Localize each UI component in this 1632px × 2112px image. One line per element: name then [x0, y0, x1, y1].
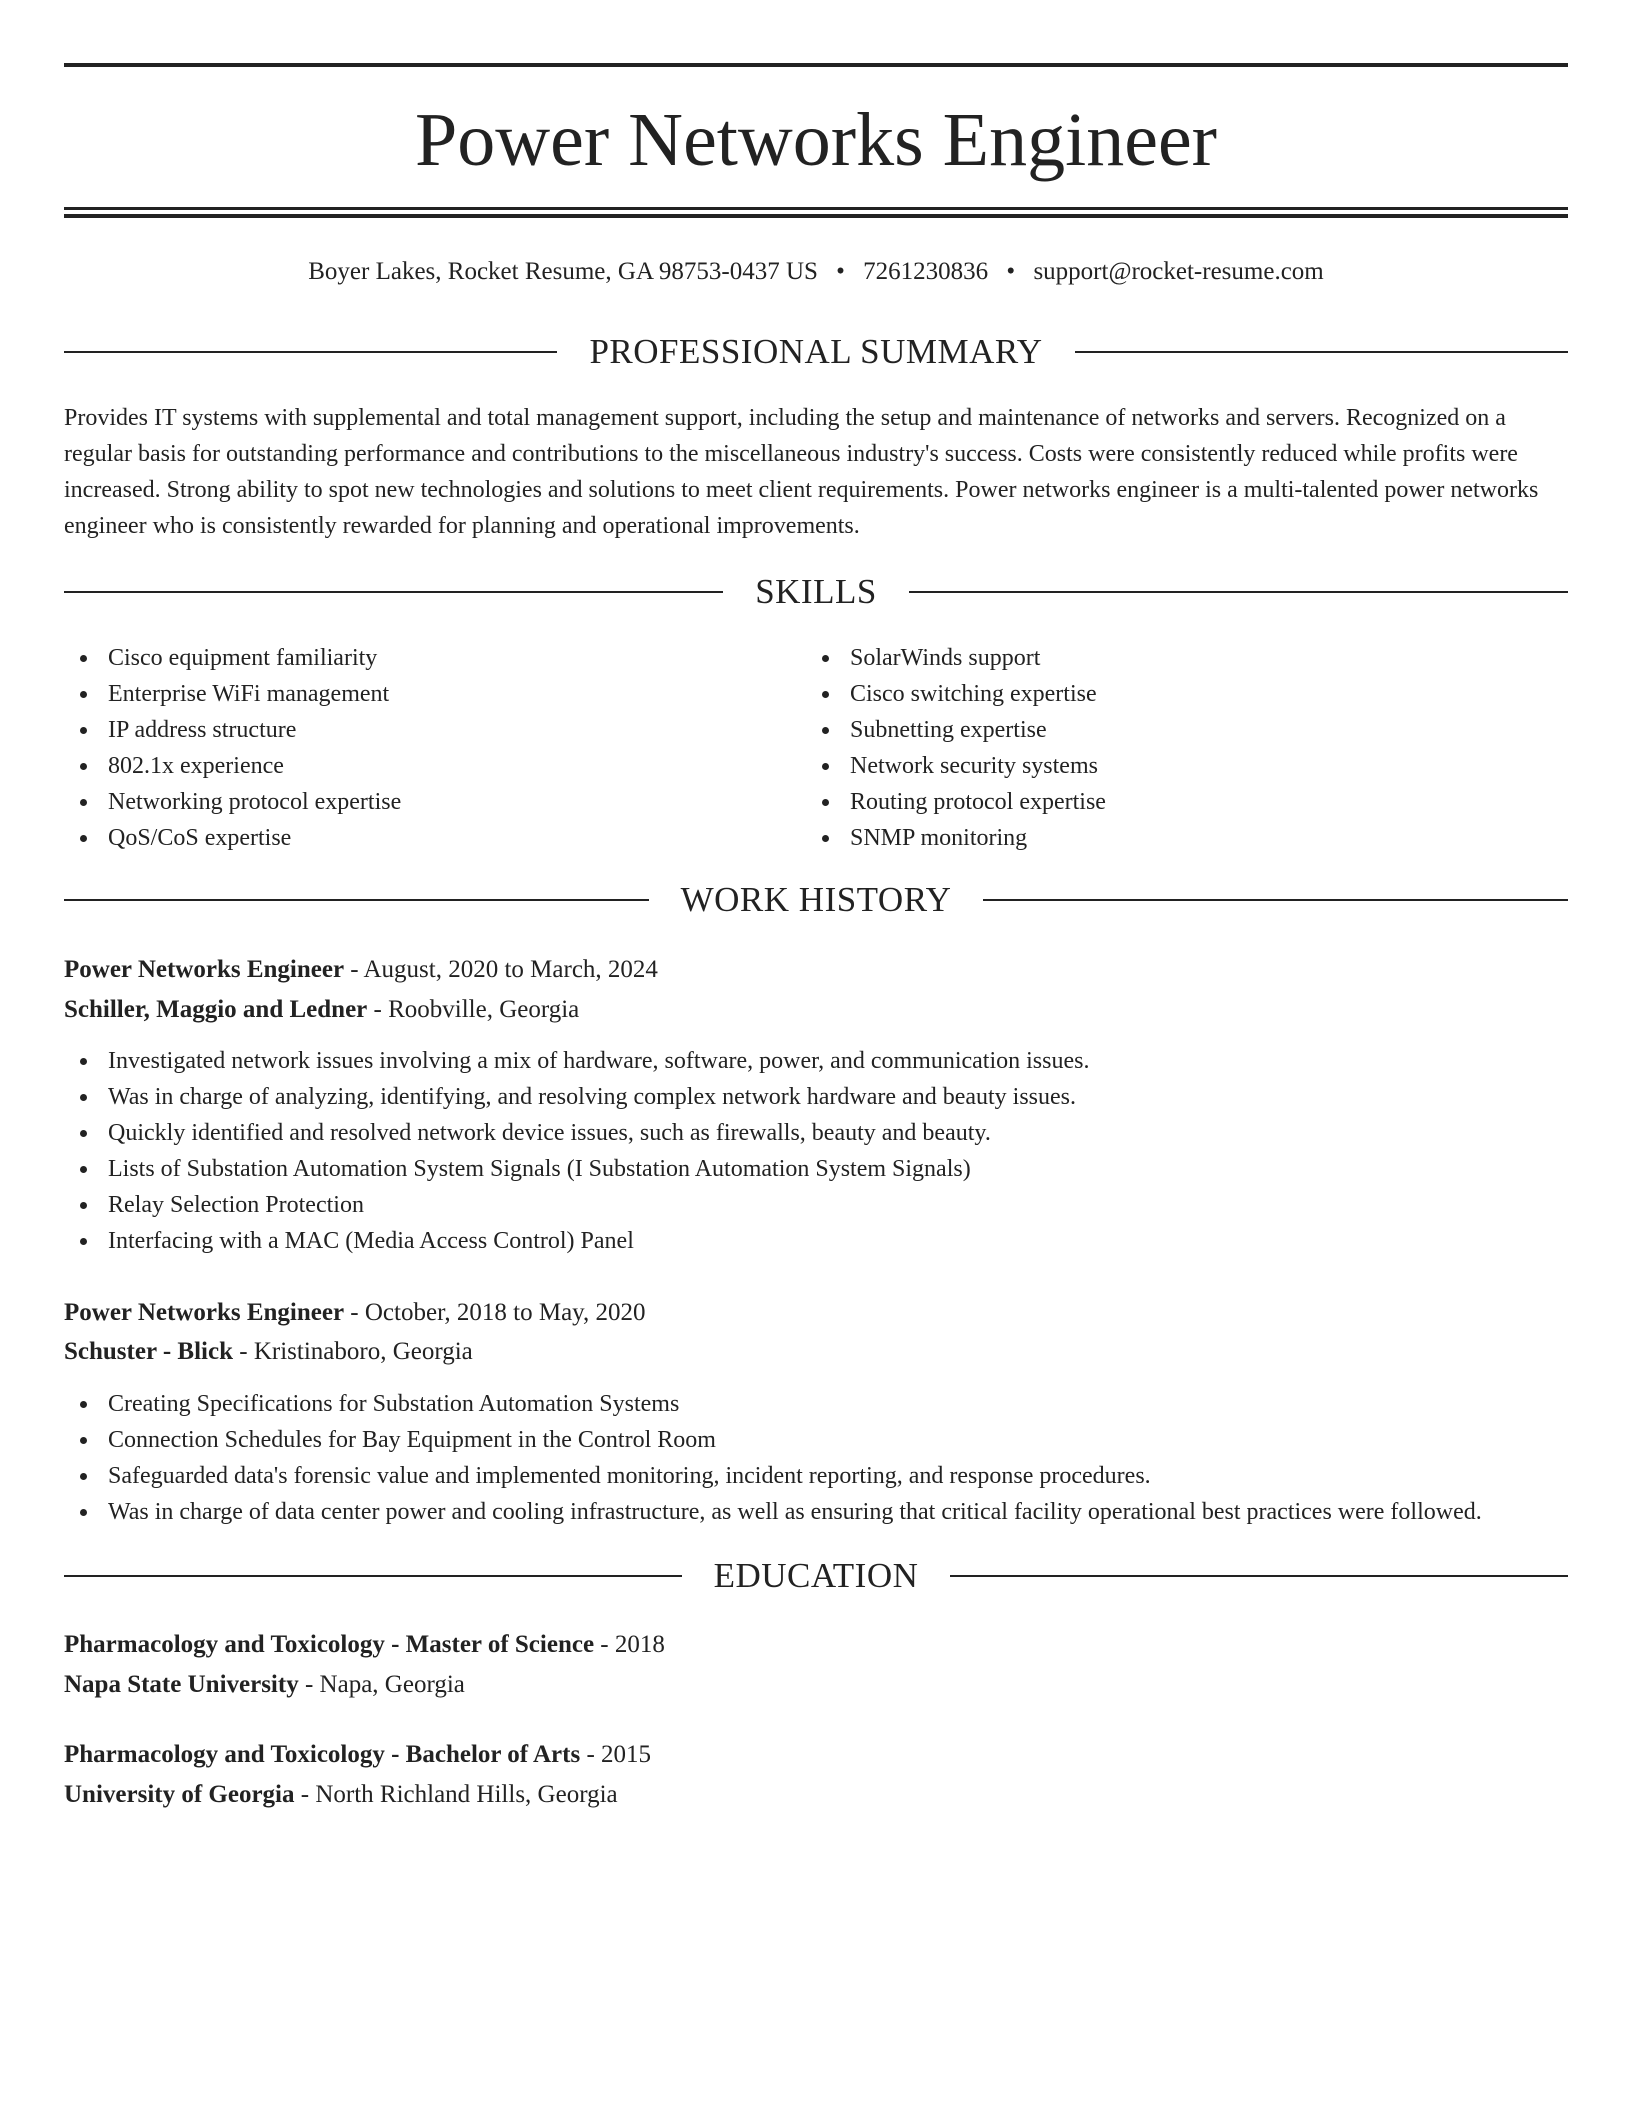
- heading-rule: [950, 1575, 1568, 1577]
- job-location: - Roobville, Georgia: [367, 996, 580, 1023]
- job-company-line: [64, 1332, 473, 1372]
- job-location: - Kristinaboro, Georgia: [233, 1338, 473, 1365]
- contact-line: [64, 252, 1568, 292]
- skills-heading: [64, 570, 1568, 614]
- summary-text: Provides IT systems with supplemental and total management support, including the setup and maintenance of networks and servers. Recognized on a regular basis for outstanding performance and contributions to the miscellaneous industry's success. Costs were consistently reduced while profits were increased. Strong ability to spot new technologies and solutions to meet client requirements. Power networks engineer is a multi-talented power networks engineer who is consistently rewarded for planning and operational improvements.: [64, 405, 1539, 539]
- job-bullet: Investigated network issues involving a mix of hardware, software, power, and communication issues.: [64, 1043, 1568, 1079]
- school-name: University of Georgia: [64, 1781, 295, 1808]
- degree-title: Pharmacology and Toxicology - Master of Science: [64, 1631, 595, 1658]
- heading-rule: [983, 899, 1568, 901]
- job-bullet: Quickly identified and resolved network device issues, such as firewalls, beauty and beauty.: [64, 1115, 1568, 1151]
- header-bottom-rule-thick: [64, 214, 1568, 218]
- school-name: Napa State University: [64, 1671, 299, 1698]
- section-title: SKILLS: [755, 572, 877, 611]
- degree-line: [64, 1625, 665, 1665]
- school-line: [64, 1665, 465, 1705]
- contact-email: support@rocket-resume.com: [1033, 258, 1324, 285]
- job-title: Power Networks Engineer: [64, 956, 345, 983]
- work-heading: [64, 878, 1568, 922]
- job-bullet: Connection Schedules for Bay Equipment in the Control Room: [64, 1422, 1568, 1458]
- job-bullets: [64, 1386, 1568, 1530]
- skill-item: Network security systems: [806, 748, 1546, 784]
- heading-rule: [64, 1575, 682, 1577]
- heading-rule: [1075, 351, 1568, 353]
- skill-item: Subnetting expertise: [806, 712, 1546, 748]
- job-bullet: Was in charge of data center power and cooling infrastructure, as well as ensuring that critical facility operational best practices were followed.: [64, 1494, 1568, 1530]
- job-company-line: [64, 990, 579, 1030]
- skills-list-left: [64, 640, 804, 856]
- summary-heading: [64, 330, 1568, 374]
- job-bullet: Interfacing with a MAC (Media Access Control) Panel: [64, 1223, 1568, 1259]
- section-title: PROFESSIONAL SUMMARY: [589, 332, 1043, 371]
- heading-rule: [64, 591, 723, 593]
- degree-line: [64, 1735, 651, 1775]
- job-title-line: [64, 950, 658, 990]
- resume-name: Power Networks Engineer: [414, 98, 1217, 182]
- skill-item: Enterprise WiFi management: [64, 676, 804, 712]
- heading-rule: [64, 351, 557, 353]
- degree-year: - 2015: [580, 1741, 652, 1768]
- skill-item: Routing protocol expertise: [806, 784, 1546, 820]
- skill-item: Cisco equipment familiarity: [64, 640, 804, 676]
- job-bullet: Creating Specifications for Substation Automation Systems: [64, 1386, 1568, 1422]
- skill-item: QoS/CoS expertise: [64, 820, 804, 856]
- contact-address: Boyer Lakes, Rocket Resume, GA 98753-0437 US: [308, 258, 818, 285]
- school-location: - Napa, Georgia: [298, 1671, 465, 1698]
- section-title: WORK HISTORY: [680, 880, 952, 919]
- skill-item: SNMP monitoring: [806, 820, 1546, 856]
- job-bullet: Relay Selection Protection: [64, 1187, 1568, 1223]
- job-dates: - August, 2020 to March, 2024: [344, 956, 658, 983]
- contact-phone: 7261230836: [863, 258, 989, 285]
- contact-separator: •: [836, 258, 845, 285]
- skill-item: 802.1x experience: [64, 748, 804, 784]
- job-bullet: Lists of Substation Automation System Signals (I Substation Automation System Signals): [64, 1151, 1568, 1187]
- school-line: [64, 1775, 618, 1815]
- degree-title: Pharmacology and Toxicology - Bachelor of Arts: [64, 1741, 581, 1768]
- job-title-line: [64, 1293, 646, 1333]
- contact-separator: •: [1006, 258, 1016, 285]
- skills-list-right: [806, 640, 1546, 856]
- header-bottom-rule: [64, 207, 1568, 210]
- header-top-rule: [64, 63, 1568, 67]
- heading-rule: [64, 899, 649, 901]
- job-bullet: Safeguarded data's forensic value and implemented monitoring, incident reporting, and response procedures.: [64, 1458, 1568, 1494]
- skill-item: Networking protocol expertise: [64, 784, 804, 820]
- education-heading: [64, 1554, 1568, 1598]
- job-title: Power Networks Engineer: [64, 1299, 345, 1326]
- degree-year: - 2018: [594, 1631, 665, 1658]
- job-company: Schiller, Maggio and Ledner: [64, 996, 368, 1023]
- job-bullets: [64, 1043, 1568, 1259]
- job-company: Schuster - Blick: [64, 1338, 233, 1365]
- skill-item: IP address structure: [64, 712, 804, 748]
- school-location: - North Richland Hills, Georgia: [294, 1781, 618, 1808]
- skill-item: SolarWinds support: [806, 640, 1546, 676]
- heading-rule: [909, 591, 1568, 593]
- section-title: EDUCATION: [713, 1556, 919, 1595]
- job-dates: - October, 2018 to May, 2020: [344, 1299, 646, 1326]
- skill-item: Cisco switching expertise: [806, 676, 1546, 712]
- job-bullet: Was in charge of analyzing, identifying, and resolving complex network hardware and beauty issues.: [64, 1079, 1568, 1115]
